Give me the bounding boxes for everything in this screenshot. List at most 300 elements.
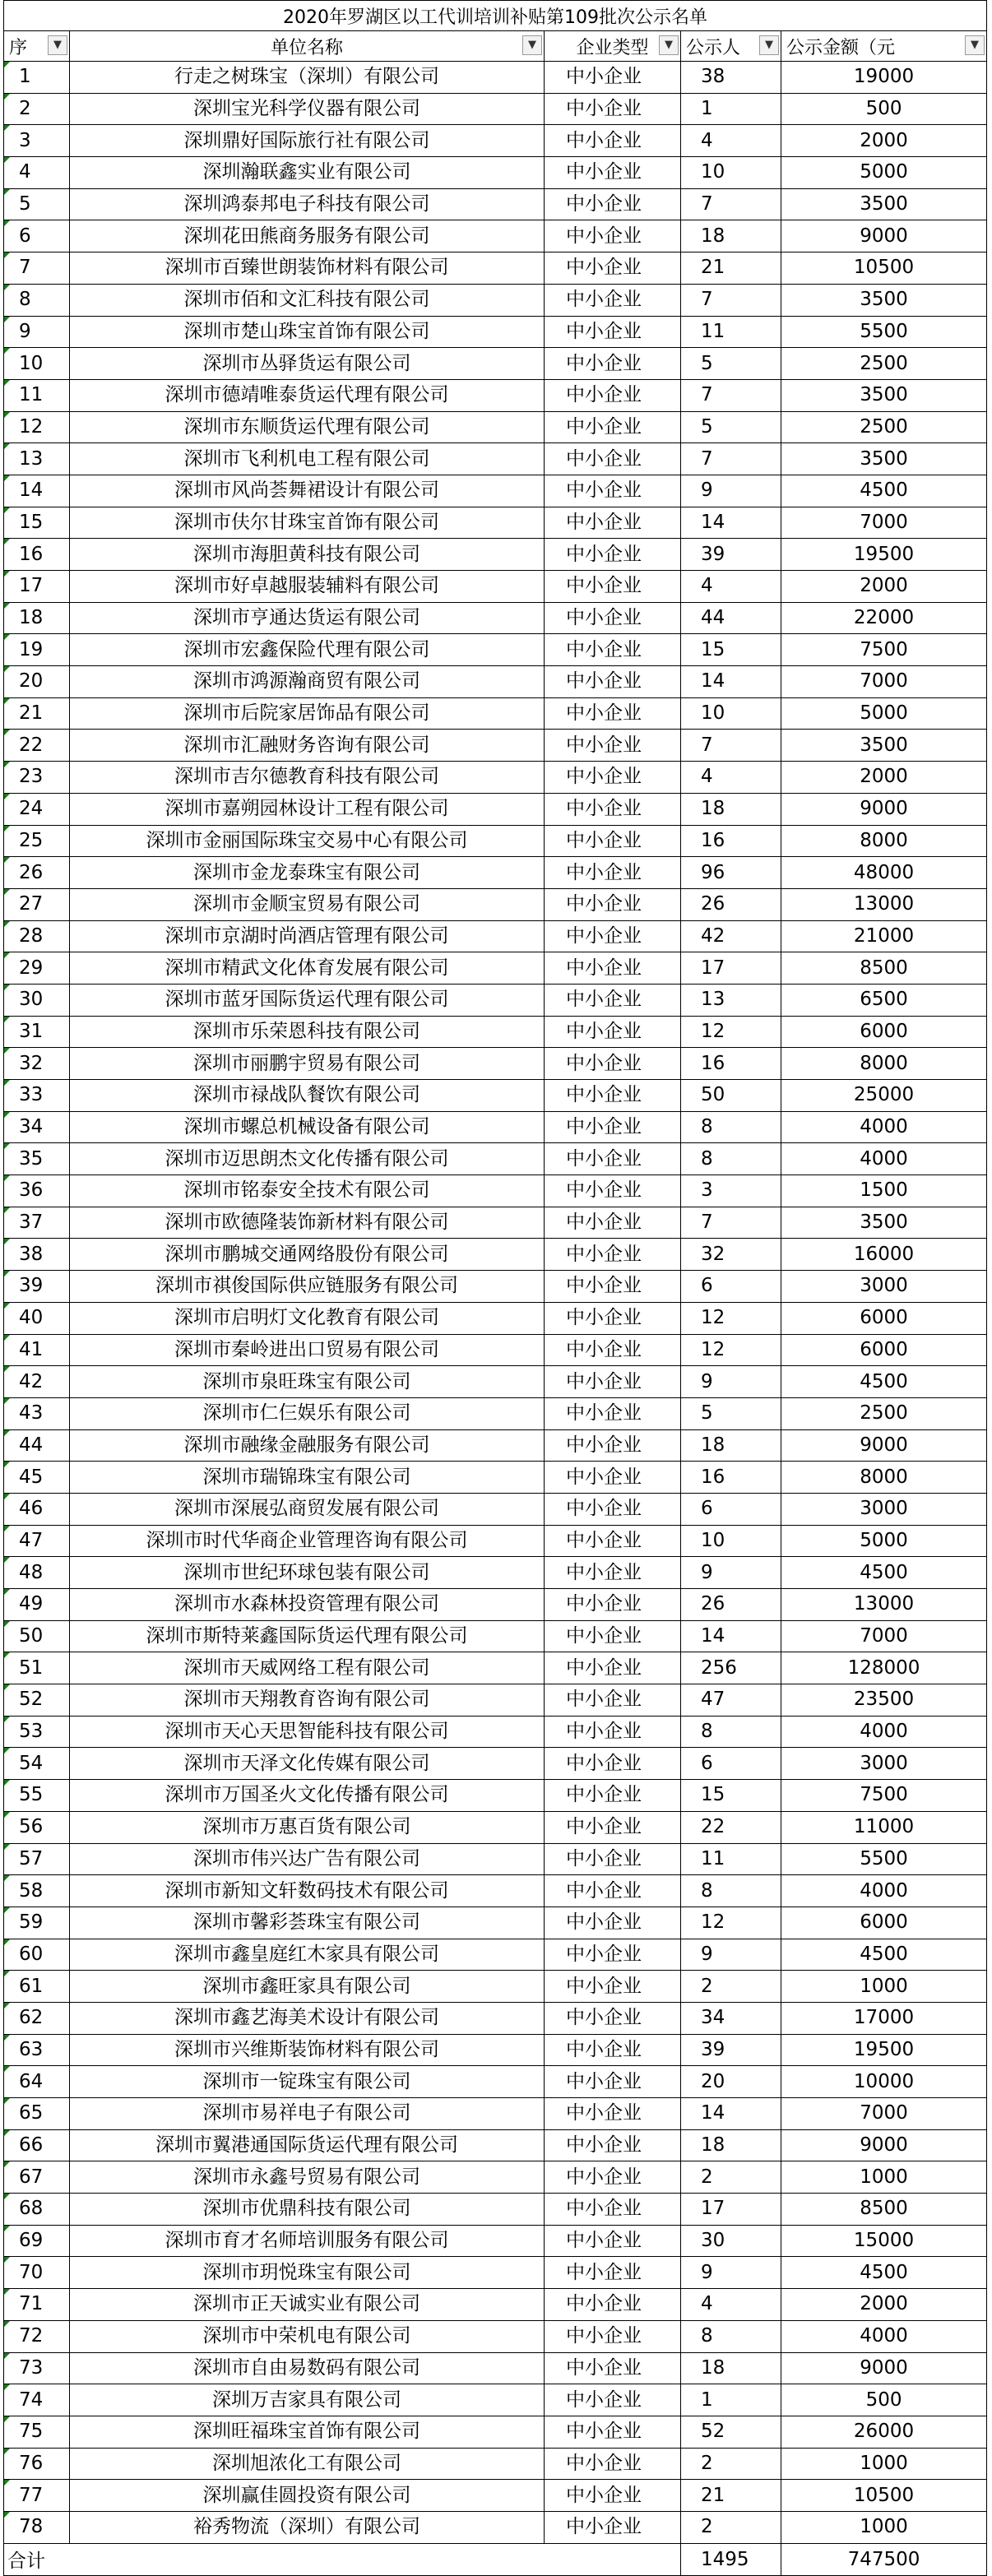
row-company-type[interactable] xyxy=(545,952,681,985)
row-amount[interactable] xyxy=(781,1080,987,1112)
row-amount[interactable] xyxy=(781,125,987,157)
row-index[interactable] xyxy=(4,2129,70,2161)
row-company-type[interactable] xyxy=(545,1397,681,1429)
row-count[interactable] xyxy=(681,1207,781,1239)
row-company-type[interactable] xyxy=(545,2161,681,2194)
row-company-type[interactable] xyxy=(545,475,681,507)
row-amount[interactable] xyxy=(781,1271,987,1303)
row-index[interactable] xyxy=(4,1016,70,1048)
row-company-type[interactable] xyxy=(545,1907,681,1939)
row-index[interactable] xyxy=(4,443,70,475)
row-count[interactable] xyxy=(681,1143,781,1175)
row-company-type[interactable] xyxy=(545,507,681,539)
row-company-type[interactable] xyxy=(545,2416,681,2448)
row-amount[interactable] xyxy=(781,539,987,571)
row-index[interactable] xyxy=(4,1239,70,1271)
row-amount[interactable] xyxy=(781,1175,987,1207)
table-row[interactable] xyxy=(4,348,987,380)
row-index[interactable] xyxy=(4,1875,70,1907)
row-count[interactable] xyxy=(681,2320,781,2352)
row-count[interactable] xyxy=(681,1271,781,1303)
row-amount[interactable] xyxy=(781,1748,987,1780)
row-index[interactable] xyxy=(4,125,70,157)
row-company-name[interactable] xyxy=(70,1716,545,1748)
row-company-name[interactable] xyxy=(70,316,545,348)
row-company-name[interactable] xyxy=(70,539,545,571)
row-count[interactable] xyxy=(681,1397,781,1429)
row-amount[interactable] xyxy=(781,411,987,443)
row-amount[interactable] xyxy=(781,1557,987,1589)
row-company-type[interactable] xyxy=(545,1080,681,1112)
row-index[interactable] xyxy=(4,1525,70,1557)
row-count[interactable] xyxy=(681,475,781,507)
row-amount[interactable] xyxy=(781,1939,987,1971)
row-count[interactable] xyxy=(681,2098,781,2130)
row-company-name[interactable] xyxy=(70,1143,545,1175)
row-index[interactable] xyxy=(4,2416,70,2448)
table-row[interactable] xyxy=(4,1652,987,1684)
row-amount[interactable] xyxy=(781,1525,987,1557)
row-count[interactable] xyxy=(681,1684,781,1717)
row-index[interactable] xyxy=(4,1557,70,1589)
row-count[interactable] xyxy=(681,1366,781,1398)
row-amount[interactable] xyxy=(781,2416,987,2448)
row-company-name[interactable] xyxy=(70,2161,545,2194)
row-company-type[interactable] xyxy=(545,920,681,952)
row-amount[interactable] xyxy=(781,2098,987,2130)
row-index[interactable] xyxy=(4,730,70,762)
row-amount[interactable] xyxy=(781,1620,987,1652)
row-company-type[interactable] xyxy=(545,2002,681,2034)
row-index[interactable] xyxy=(4,1811,70,1843)
row-amount[interactable] xyxy=(781,1143,987,1175)
row-amount[interactable] xyxy=(781,1652,987,1684)
row-company-type[interactable] xyxy=(545,62,681,94)
row-index[interactable] xyxy=(4,666,70,698)
row-count[interactable] xyxy=(681,1589,781,1621)
table-row[interactable] xyxy=(4,984,987,1016)
table-row[interactable] xyxy=(4,920,987,952)
row-index[interactable] xyxy=(4,2098,70,2130)
row-amount[interactable] xyxy=(781,697,987,730)
table-row[interactable] xyxy=(4,1939,987,1971)
row-amount[interactable] xyxy=(781,2257,987,2289)
row-company-type[interactable] xyxy=(545,602,681,634)
row-amount[interactable] xyxy=(781,1716,987,1748)
row-count[interactable] xyxy=(681,1493,781,1525)
table-row[interactable] xyxy=(4,284,987,316)
row-index[interactable] xyxy=(4,793,70,825)
table-row[interactable] xyxy=(4,507,987,539)
row-company-type[interactable] xyxy=(545,1780,681,1812)
table-row[interactable] xyxy=(4,1620,987,1652)
row-index[interactable] xyxy=(4,1080,70,1112)
row-company-name[interactable] xyxy=(70,1302,545,1334)
row-company-type[interactable] xyxy=(545,1175,681,1207)
row-count[interactable] xyxy=(681,825,781,857)
table-row[interactable] xyxy=(4,1748,987,1780)
table-row[interactable] xyxy=(4,1716,987,1748)
row-index[interactable] xyxy=(4,2194,70,2226)
row-index[interactable] xyxy=(4,2320,70,2352)
row-index[interactable] xyxy=(4,348,70,380)
table-row[interactable] xyxy=(4,62,987,94)
table-row[interactable] xyxy=(4,1143,987,1175)
row-company-type[interactable] xyxy=(545,1811,681,1843)
row-count[interactable] xyxy=(681,1557,781,1589)
row-index[interactable] xyxy=(4,1366,70,1398)
row-company-type[interactable] xyxy=(545,1716,681,1748)
row-amount[interactable] xyxy=(781,920,987,952)
row-company-type[interactable] xyxy=(545,1652,681,1684)
row-company-type[interactable] xyxy=(545,2066,681,2098)
row-company-name[interactable] xyxy=(70,1429,545,1462)
table-row[interactable] xyxy=(4,188,987,220)
row-count[interactable] xyxy=(681,2448,781,2480)
table-row[interactable] xyxy=(4,571,987,603)
row-count[interactable] xyxy=(681,2161,781,2194)
table-row[interactable] xyxy=(4,888,987,920)
row-amount[interactable] xyxy=(781,730,987,762)
row-company-name[interactable] xyxy=(70,443,545,475)
row-company-name[interactable] xyxy=(70,920,545,952)
row-count[interactable] xyxy=(681,2289,781,2321)
row-count[interactable] xyxy=(681,188,781,220)
row-count[interactable] xyxy=(681,984,781,1016)
row-count[interactable] xyxy=(681,1716,781,1748)
row-count[interactable] xyxy=(681,2384,781,2416)
table-row[interactable] xyxy=(4,1589,987,1621)
row-count[interactable] xyxy=(681,1429,781,1462)
filter-count-button[interactable] xyxy=(759,35,779,55)
row-index[interactable] xyxy=(4,2384,70,2416)
row-count[interactable] xyxy=(681,2511,781,2543)
row-amount[interactable] xyxy=(781,475,987,507)
row-company-type[interactable] xyxy=(545,1429,681,1462)
row-index[interactable] xyxy=(4,1207,70,1239)
row-company-name[interactable] xyxy=(70,1397,545,1429)
row-company-name[interactable] xyxy=(70,1620,545,1652)
row-company-name[interactable] xyxy=(70,1525,545,1557)
row-company-name[interactable] xyxy=(70,1366,545,1398)
table-row[interactable] xyxy=(4,1843,987,1875)
table-row[interactable] xyxy=(4,1366,987,1398)
row-company-type[interactable] xyxy=(545,93,681,125)
row-amount[interactable] xyxy=(781,1366,987,1398)
row-company-name[interactable] xyxy=(70,1907,545,1939)
row-count[interactable] xyxy=(681,920,781,952)
row-amount[interactable] xyxy=(781,62,987,94)
row-amount[interactable] xyxy=(781,2002,987,2034)
row-count[interactable] xyxy=(681,1080,781,1112)
row-count[interactable] xyxy=(681,888,781,920)
table-row[interactable] xyxy=(4,1175,987,1207)
table-row[interactable] xyxy=(4,1207,987,1239)
row-company-type[interactable] xyxy=(545,2511,681,2543)
total-count[interactable] xyxy=(681,2543,781,2575)
row-company-type[interactable] xyxy=(545,1493,681,1525)
table-row[interactable] xyxy=(4,1397,987,1429)
table-row[interactable] xyxy=(4,2066,987,2098)
row-amount[interactable] xyxy=(781,2194,987,2226)
table-row[interactable] xyxy=(4,125,987,157)
row-company-name[interactable] xyxy=(70,2098,545,2130)
row-company-type[interactable] xyxy=(545,1462,681,1494)
row-company-name[interactable] xyxy=(70,1557,545,1589)
row-company-type[interactable] xyxy=(545,2034,681,2066)
row-amount[interactable] xyxy=(781,1111,987,1143)
row-index[interactable] xyxy=(4,188,70,220)
row-company-name[interactable] xyxy=(70,2511,545,2543)
row-index[interactable] xyxy=(4,1748,70,1780)
row-index[interactable] xyxy=(4,253,70,285)
row-company-type[interactable] xyxy=(545,1684,681,1717)
filter-amount-button[interactable] xyxy=(965,35,985,55)
row-company-name[interactable] xyxy=(70,379,545,411)
table-row[interactable] xyxy=(4,1016,987,1048)
row-index[interactable] xyxy=(4,411,70,443)
row-index[interactable] xyxy=(4,2034,70,2066)
row-company-name[interactable] xyxy=(70,2289,545,2321)
row-company-name[interactable] xyxy=(70,2384,545,2416)
row-company-name[interactable] xyxy=(70,666,545,698)
row-index[interactable] xyxy=(4,1048,70,1080)
row-company-type[interactable] xyxy=(545,888,681,920)
total-label[interactable] xyxy=(4,2543,681,2575)
row-company-type[interactable] xyxy=(545,1271,681,1303)
row-count[interactable] xyxy=(681,1811,781,1843)
row-count[interactable] xyxy=(681,1302,781,1334)
table-row[interactable] xyxy=(4,2320,987,2352)
row-company-name[interactable] xyxy=(70,2194,545,2226)
row-company-name[interactable] xyxy=(70,1684,545,1717)
row-amount[interactable] xyxy=(781,2384,987,2416)
row-index[interactable] xyxy=(4,1334,70,1366)
row-count[interactable] xyxy=(681,539,781,571)
row-company-name[interactable] xyxy=(70,697,545,730)
row-amount[interactable] xyxy=(781,348,987,380)
row-count[interactable] xyxy=(681,220,781,253)
row-count[interactable] xyxy=(681,1875,781,1907)
row-company-type[interactable] xyxy=(545,697,681,730)
row-count[interactable] xyxy=(681,2194,781,2226)
row-amount[interactable] xyxy=(781,1971,987,2003)
table-row[interactable] xyxy=(4,1525,987,1557)
row-company-name[interactable] xyxy=(70,475,545,507)
row-company-name[interactable] xyxy=(70,253,545,285)
row-company-type[interactable] xyxy=(545,316,681,348)
row-company-type[interactable] xyxy=(545,188,681,220)
row-company-type[interactable] xyxy=(545,125,681,157)
row-count[interactable] xyxy=(681,762,781,794)
row-count[interactable] xyxy=(681,1620,781,1652)
row-company-name[interactable] xyxy=(70,1493,545,1525)
row-company-name[interactable] xyxy=(70,888,545,920)
row-count[interactable] xyxy=(681,1239,781,1271)
table-row[interactable] xyxy=(4,2384,987,2416)
row-index[interactable] xyxy=(4,1111,70,1143)
table-row[interactable] xyxy=(4,2098,987,2130)
row-count[interactable] xyxy=(681,1334,781,1366)
row-index[interactable] xyxy=(4,1907,70,1939)
row-index[interactable] xyxy=(4,634,70,666)
row-company-name[interactable] xyxy=(70,220,545,253)
row-count[interactable] xyxy=(681,284,781,316)
table-row[interactable] xyxy=(4,1429,987,1462)
row-company-type[interactable] xyxy=(545,1557,681,1589)
row-company-name[interactable] xyxy=(70,157,545,189)
table-row[interactable] xyxy=(4,316,987,348)
row-amount[interactable] xyxy=(781,316,987,348)
row-amount[interactable] xyxy=(781,1239,987,1271)
table-row[interactable] xyxy=(4,1811,987,1843)
table-row[interactable] xyxy=(4,539,987,571)
table-row[interactable] xyxy=(4,411,987,443)
row-company-type[interactable] xyxy=(545,1939,681,1971)
table-row[interactable] xyxy=(4,634,987,666)
row-company-name[interactable] xyxy=(70,2480,545,2512)
row-amount[interactable] xyxy=(781,1334,987,1366)
row-amount[interactable] xyxy=(781,1016,987,1048)
row-index[interactable] xyxy=(4,220,70,253)
row-index[interactable] xyxy=(4,1716,70,1748)
row-index[interactable] xyxy=(4,1462,70,1494)
row-index[interactable] xyxy=(4,157,70,189)
row-index[interactable] xyxy=(4,857,70,889)
row-count[interactable] xyxy=(681,2129,781,2161)
row-company-name[interactable] xyxy=(70,2225,545,2257)
row-count[interactable] xyxy=(681,507,781,539)
table-row[interactable] xyxy=(4,1557,987,1589)
table-row[interactable] xyxy=(4,220,987,253)
row-amount[interactable] xyxy=(781,666,987,698)
table-row[interactable] xyxy=(4,1048,987,1080)
table-row[interactable] xyxy=(4,2289,987,2321)
table-row[interactable] xyxy=(4,602,987,634)
row-company-type[interactable] xyxy=(545,1302,681,1334)
row-company-name[interactable] xyxy=(70,1175,545,1207)
row-amount[interactable] xyxy=(781,762,987,794)
row-index[interactable] xyxy=(4,762,70,794)
row-company-type[interactable] xyxy=(545,2289,681,2321)
row-company-type[interactable] xyxy=(545,253,681,285)
row-index[interactable] xyxy=(4,475,70,507)
row-company-type[interactable] xyxy=(545,2194,681,2226)
row-count[interactable] xyxy=(681,2480,781,2512)
row-index[interactable] xyxy=(4,825,70,857)
total-row[interactable] xyxy=(4,2543,987,2575)
row-count[interactable] xyxy=(681,857,781,889)
row-company-name[interactable] xyxy=(70,1748,545,1780)
row-company-name[interactable] xyxy=(70,1207,545,1239)
row-company-name[interactable] xyxy=(70,1843,545,1875)
row-amount[interactable] xyxy=(781,2320,987,2352)
row-count[interactable] xyxy=(681,634,781,666)
row-amount[interactable] xyxy=(781,2161,987,2194)
row-index[interactable] xyxy=(4,2448,70,2480)
table-row[interactable] xyxy=(4,1780,987,1812)
row-index[interactable] xyxy=(4,93,70,125)
row-index[interactable] xyxy=(4,379,70,411)
table-row[interactable] xyxy=(4,1971,987,2003)
row-amount[interactable] xyxy=(781,188,987,220)
row-count[interactable] xyxy=(681,1843,781,1875)
table-row[interactable] xyxy=(4,1271,987,1303)
table-row[interactable] xyxy=(4,2225,987,2257)
row-company-type[interactable] xyxy=(545,1525,681,1557)
row-company-type[interactable] xyxy=(545,1875,681,1907)
row-company-type[interactable] xyxy=(545,1334,681,1366)
row-amount[interactable] xyxy=(781,952,987,985)
row-index[interactable] xyxy=(4,1302,70,1334)
row-company-type[interactable] xyxy=(545,730,681,762)
table-row[interactable] xyxy=(4,666,987,698)
row-amount[interactable] xyxy=(781,2066,987,2098)
row-count[interactable] xyxy=(681,2034,781,2066)
table-row[interactable] xyxy=(4,2129,987,2161)
row-company-name[interactable] xyxy=(70,348,545,380)
row-company-type[interactable] xyxy=(545,762,681,794)
row-company-name[interactable] xyxy=(70,2002,545,2034)
table-row[interactable] xyxy=(4,2034,987,2066)
row-index[interactable] xyxy=(4,507,70,539)
row-count[interactable] xyxy=(681,1780,781,1812)
row-company-name[interactable] xyxy=(70,762,545,794)
row-index[interactable] xyxy=(4,571,70,603)
table-row[interactable] xyxy=(4,697,987,730)
row-company-name[interactable] xyxy=(70,2416,545,2448)
row-count[interactable] xyxy=(681,1939,781,1971)
row-index[interactable] xyxy=(4,1143,70,1175)
row-amount[interactable] xyxy=(781,602,987,634)
row-index[interactable] xyxy=(4,602,70,634)
row-amount[interactable] xyxy=(781,2129,987,2161)
row-company-type[interactable] xyxy=(545,348,681,380)
row-amount[interactable] xyxy=(781,571,987,603)
filter-index-button[interactable] xyxy=(48,35,67,55)
row-company-name[interactable] xyxy=(70,1939,545,1971)
row-company-name[interactable] xyxy=(70,2257,545,2289)
row-amount[interactable] xyxy=(781,1462,987,1494)
row-count[interactable] xyxy=(681,571,781,603)
row-index[interactable] xyxy=(4,920,70,952)
row-company-type[interactable] xyxy=(545,1843,681,1875)
row-company-name[interactable] xyxy=(70,602,545,634)
row-company-name[interactable] xyxy=(70,793,545,825)
row-count[interactable] xyxy=(681,730,781,762)
table-row[interactable] xyxy=(4,2161,987,2194)
row-amount[interactable] xyxy=(781,1684,987,1717)
row-amount[interactable] xyxy=(781,2289,987,2321)
row-count[interactable] xyxy=(681,2066,781,2098)
row-index[interactable] xyxy=(4,1589,70,1621)
row-company-name[interactable] xyxy=(70,2129,545,2161)
row-amount[interactable] xyxy=(781,93,987,125)
row-company-name[interactable] xyxy=(70,2448,545,2480)
row-amount[interactable] xyxy=(781,1429,987,1462)
table-row[interactable] xyxy=(4,2194,987,2226)
row-amount[interactable] xyxy=(781,157,987,189)
row-count[interactable] xyxy=(681,125,781,157)
row-count[interactable] xyxy=(681,379,781,411)
row-amount[interactable] xyxy=(781,1875,987,1907)
row-index[interactable] xyxy=(4,2480,70,2512)
table-row[interactable] xyxy=(4,93,987,125)
row-count[interactable] xyxy=(681,2002,781,2034)
row-index[interactable] xyxy=(4,1780,70,1812)
row-company-type[interactable] xyxy=(545,1748,681,1780)
row-company-name[interactable] xyxy=(70,284,545,316)
